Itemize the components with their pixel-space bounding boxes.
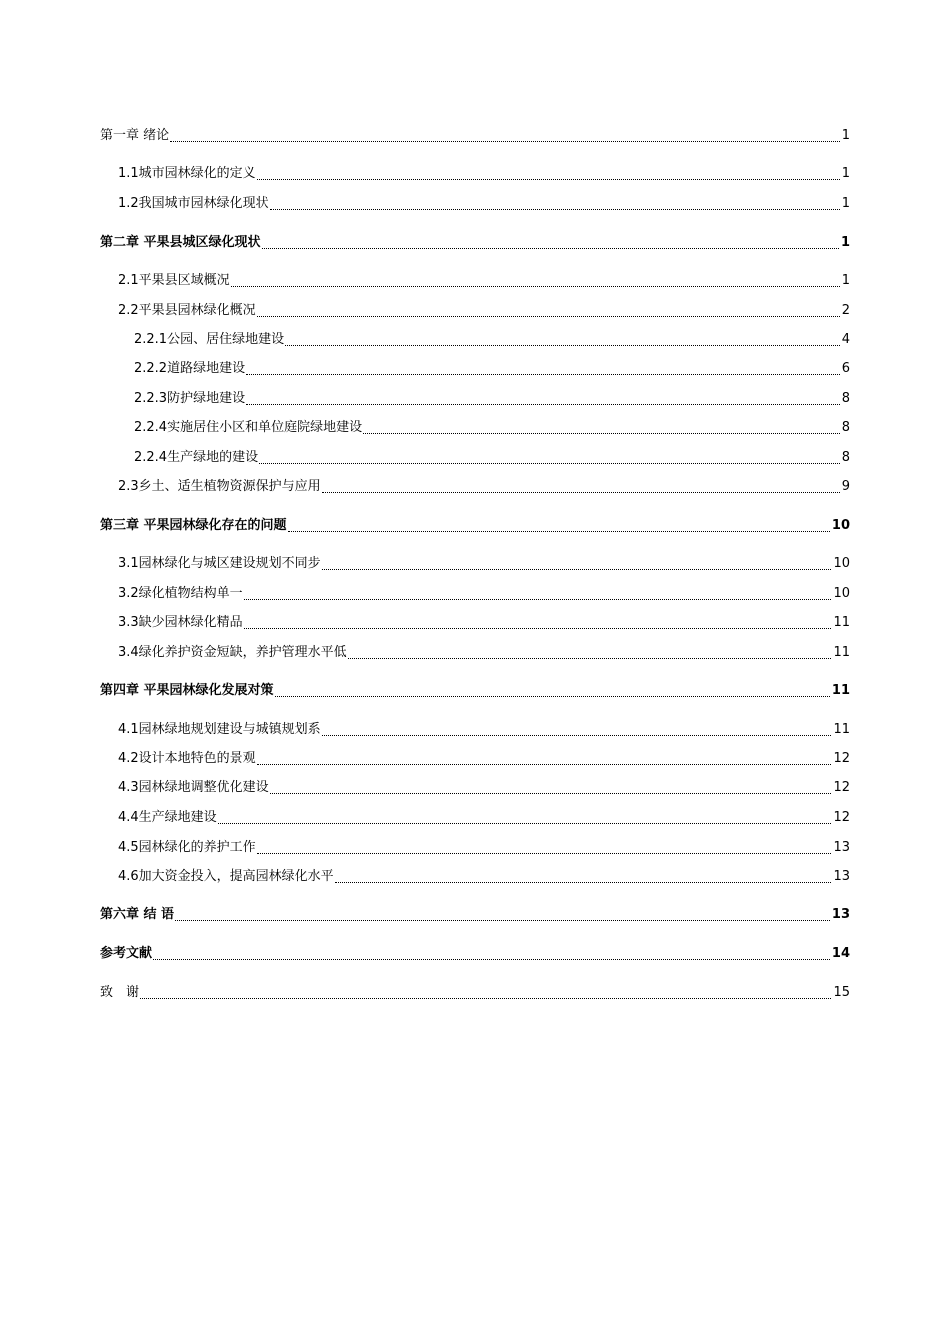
toc-dot-leader: [335, 881, 832, 883]
toc-dot-leader: [170, 140, 840, 142]
toc-entry[interactable]: [118, 777, 850, 799]
toc-dot-leader: [153, 958, 830, 960]
toc-entry-title: 4.1园林绿地规划建设与城镇规划系: [118, 722, 321, 737]
toc-entry[interactable]: [118, 476, 850, 498]
toc-dot-leader: [244, 627, 832, 629]
toc-entry[interactable]: [118, 866, 850, 888]
toc-entry[interactable]: [118, 300, 850, 322]
toc-entry-page-number: 6: [841, 361, 850, 376]
toc-dot-leader: [231, 285, 840, 287]
toc-entry-page-number: 12: [833, 810, 850, 825]
toc-dot-leader: [257, 763, 832, 765]
toc-entry-title: 第四章 平果园林绿化发展对策: [100, 683, 274, 698]
toc-entry[interactable]: [134, 329, 850, 351]
toc-entry-page-number: 11: [833, 722, 850, 737]
toc-dot-leader: [348, 657, 832, 659]
toc-entry-title: 参考文献: [100, 946, 153, 961]
toc-entry-page-number: 15: [833, 985, 850, 1000]
toc-entry-page-number: 1: [841, 196, 850, 211]
toc-entry-page-number: 13: [833, 869, 850, 884]
toc-dot-leader: [246, 373, 840, 375]
toc-entry-title: 2.2.1公园、居住绿地建设: [134, 332, 285, 347]
toc-entry[interactable]: [118, 583, 850, 605]
toc-entry-title: 第六章 结 语: [100, 907, 175, 922]
toc-entry[interactable]: [118, 270, 850, 292]
toc-entry-page-number: 2: [841, 303, 850, 318]
toc-entry-title: 第二章 平果县城区绿化现状: [100, 235, 261, 250]
toc-entry[interactable]: [100, 125, 850, 147]
toc-entry-page-number: 10: [831, 518, 850, 533]
toc-entry-title: 2.3乡土、适生植物资源保护与应用: [118, 479, 321, 494]
toc-entry-title: 4.2设计本地特色的景观: [118, 751, 256, 766]
toc-entry[interactable]: [100, 515, 850, 537]
toc-entry-page-number: 4: [841, 332, 850, 347]
toc-dot-leader: [257, 852, 832, 854]
toc-entry[interactable]: [118, 719, 850, 741]
toc-entry-title: 4.5园林绿化的养护工作: [118, 840, 256, 855]
toc-dot-leader: [140, 997, 831, 999]
toc-entry-title: 3.4绿化养护资金短缺，养护管理水平低: [118, 645, 347, 660]
toc-entry-page-number: 11: [833, 615, 850, 630]
toc-entry-title: 2.2.4生产绿地的建设: [134, 450, 259, 465]
toc-dot-leader: [363, 432, 840, 434]
toc-entry[interactable]: [118, 553, 850, 575]
toc-entry-title: 3.2绿化植物结构单一: [118, 586, 243, 601]
toc-dot-leader: [246, 403, 840, 405]
toc-entry-title: 4.3园林绿地调整优化建设: [118, 780, 269, 795]
toc-dot-leader: [262, 247, 839, 249]
toc-entry[interactable]: [118, 837, 850, 859]
toc-entry[interactable]: [118, 642, 850, 664]
toc-dot-leader: [270, 208, 840, 210]
toc-dot-leader: [270, 792, 832, 794]
toc-dot-leader: [257, 315, 840, 317]
toc-dot-leader: [244, 598, 832, 600]
toc-entry-page-number: 12: [833, 780, 850, 795]
toc-entry-page-number: 13: [833, 840, 850, 855]
toc-entry[interactable]: [134, 358, 850, 380]
toc-dot-leader: [218, 822, 832, 824]
toc-entry-page-number: 13: [831, 907, 850, 922]
toc-entry-title: 2.1平果县区域概况: [118, 273, 230, 288]
toc-entry[interactable]: [134, 388, 850, 410]
toc-entry-page-number: 9: [841, 479, 850, 494]
toc-entry-title: 4.6加大资金投入，提高园林绿化水平: [118, 869, 334, 884]
toc-entry[interactable]: [100, 982, 850, 1004]
toc-entry[interactable]: [118, 163, 850, 185]
toc-entry-title: 2.2平果县园林绿化概况: [118, 303, 256, 318]
toc-entry-title: 2.2.2道路绿地建设: [134, 361, 246, 376]
toc-entry-page-number: 11: [831, 683, 850, 698]
toc-entry-title: 2.2.4实施居住小区和单位庭院绿地建设: [134, 420, 363, 435]
toc-entry-page-number: 8: [841, 420, 850, 435]
toc-entry-title: 1.2我国城市园林绿化现状: [118, 196, 269, 211]
toc-entry-page-number: 14: [831, 946, 850, 961]
toc-dot-leader: [285, 344, 840, 346]
toc-entry[interactable]: [118, 193, 850, 215]
toc-dot-leader: [322, 568, 832, 570]
toc-entry-page-number: 1: [841, 273, 850, 288]
toc-dot-leader: [322, 734, 832, 736]
toc-entry-title: 4.4生产绿地建设: [118, 810, 217, 825]
toc-dot-leader: [288, 530, 830, 532]
toc-entry[interactable]: [134, 417, 850, 439]
toc-entry[interactable]: [118, 612, 850, 634]
toc-entry[interactable]: [100, 943, 850, 965]
toc-entry-title: 2.2.3防护绿地建设: [134, 391, 246, 406]
toc-entry-page-number: 10: [833, 556, 850, 571]
toc-entry-page-number: 1: [840, 235, 850, 250]
toc-dot-leader: [259, 462, 840, 464]
toc-dot-leader: [257, 178, 840, 180]
toc-entry[interactable]: [100, 680, 850, 702]
toc-entry-title: 致 谢: [100, 985, 140, 1000]
toc-entry-page-number: 1: [841, 166, 850, 181]
toc-entry[interactable]: [100, 904, 850, 926]
toc-entry-title: 第三章 平果园林绿化存在的问题: [100, 518, 287, 533]
toc-entry-page-number: 8: [841, 391, 850, 406]
toc-dot-leader: [322, 491, 840, 493]
toc-entry[interactable]: [118, 807, 850, 829]
toc-entry-page-number: 10: [833, 586, 850, 601]
toc-entry-title: 第一章 绪论: [100, 128, 170, 143]
toc-entry-title: 1.1城市园林绿化的定义: [118, 166, 256, 181]
toc-dot-leader: [275, 695, 830, 697]
toc-entry-page-number: 1: [841, 128, 850, 143]
toc-entry-page-number: 11: [833, 645, 850, 660]
toc-entry-title: 3.1园林绿化与城区建设规划不同步: [118, 556, 321, 571]
toc-entry[interactable]: [118, 748, 850, 770]
toc-entry-page-number: 8: [841, 450, 850, 465]
toc-entry-title: 3.3缺少园林绿化精品: [118, 615, 243, 630]
toc-entry-page-number: 12: [833, 751, 850, 766]
toc-entry[interactable]: [134, 447, 850, 469]
toc-entry[interactable]: [100, 232, 850, 254]
toc-dot-leader: [175, 919, 830, 921]
